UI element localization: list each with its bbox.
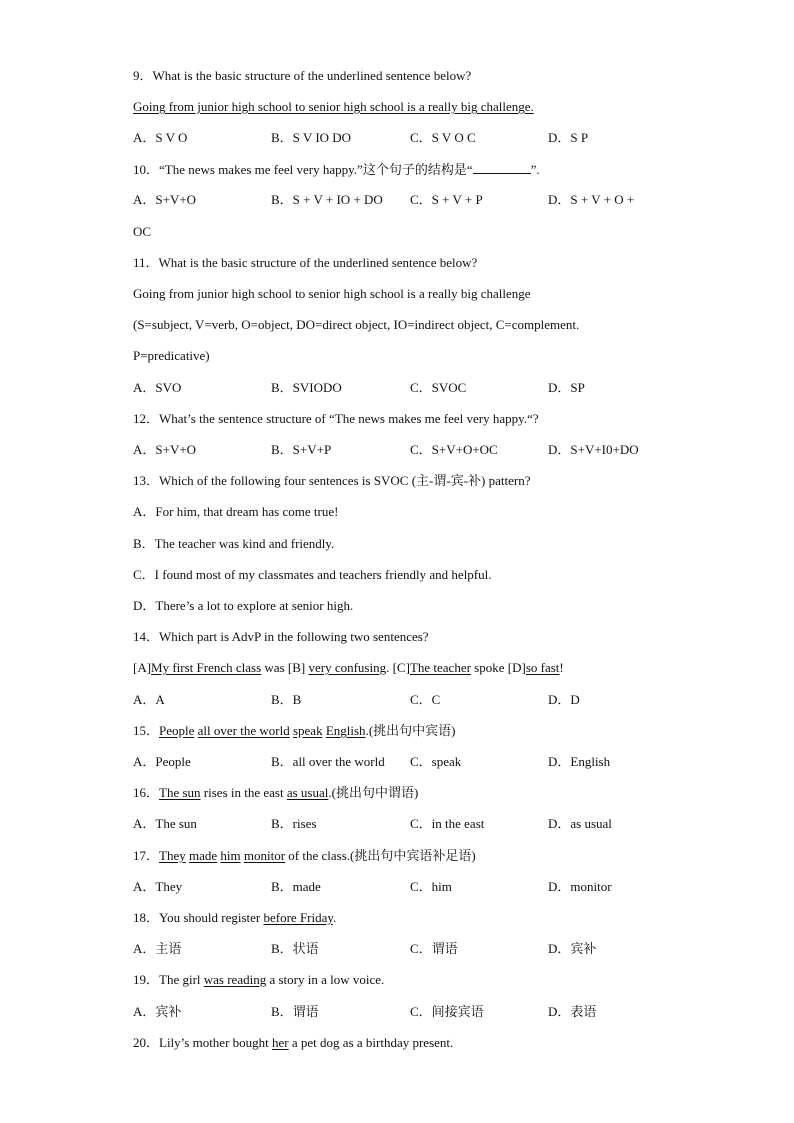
option-b: B．谓语 <box>271 1004 319 1019</box>
option-a: A．A <box>133 692 165 707</box>
option-c: C．him <box>410 879 452 894</box>
question-10-text: 10．“The news makes me feel very happy.”这个句子的结构是“ <box>133 162 473 177</box>
option-b: B．The teacher was kind and friendly. <box>133 536 335 551</box>
underlined-word: made <box>188 848 218 863</box>
option-c: C．in the east <box>410 816 485 831</box>
question-number: 15． <box>133 723 160 738</box>
option-b: B．all over the world <box>271 754 385 769</box>
option-b: B．S+V+P <box>271 442 332 457</box>
question-number: 16． <box>133 785 160 800</box>
option-b: B．B <box>271 692 302 707</box>
answer-blank <box>473 161 531 174</box>
underlined-part-c: The teacher <box>409 660 471 675</box>
underlined-part-d: so fast <box>525 660 560 675</box>
option-a: A．主语 <box>133 941 182 956</box>
question-11-stem: 11．What is the basic structure of the underlined sentence below? <box>133 255 478 270</box>
underlined-word: her <box>272 1035 289 1050</box>
option-c: C．I found most of my classmates and teachers friendly and helpful. <box>133 567 492 582</box>
option-c: C．S+V+O+OC <box>410 442 498 457</box>
underlined-word: speak <box>292 723 323 738</box>
option-a: A．宾补 <box>133 1004 182 1019</box>
sentence-start: 19．The girl <box>133 972 204 987</box>
option-b: B．S V IO DO <box>271 130 352 145</box>
label-c: . [C] <box>386 660 410 675</box>
question-11-sentence: Going from junior high school to senior high school is a really big challenge <box>133 286 531 301</box>
option-d: D．宾补 <box>548 941 597 956</box>
underlined-sentence: Going from junior high school to senior high school is a really big challenge. <box>133 99 534 114</box>
question-11-note: (S=subject, V=verb, O=object, DO=direct object, IO=indirect object, C=complement. <box>133 317 580 332</box>
option-d: D．monitor <box>548 879 612 894</box>
option-c: C．S V O C <box>410 130 476 145</box>
underlined-part-b: very confusing <box>308 660 387 675</box>
underlined-part-a: My first French class <box>151 660 262 675</box>
option-d: D．S + V + O + <box>548 192 635 207</box>
underlined-word: The sun <box>159 785 201 800</box>
option-b: B．SVIODO <box>271 380 342 395</box>
option-a: A．The sun <box>133 816 197 831</box>
option-a: A．For him, that dream has come true! <box>133 504 339 519</box>
underlined-word: as usual <box>286 785 329 800</box>
option-d: D．表语 <box>548 1004 597 1019</box>
underlined-word: all over the world <box>197 723 290 738</box>
underlined-word: before Friday <box>263 910 334 925</box>
option-d: D．English <box>548 754 611 769</box>
instruction: .(挑出句中宾语) <box>365 723 456 738</box>
sentence-end: ! <box>559 660 564 675</box>
sentence-end: . <box>333 910 337 925</box>
question-12-stem: 12．What’s the sentence structure of “The news makes me feel very happy.“? <box>133 411 539 426</box>
underlined-word: was reading <box>203 972 267 987</box>
sentence-start: 20．Lily’s mother bought <box>133 1035 273 1050</box>
question-17-stem <box>133 848 476 864</box>
option-d: D．S+V+I0+DO <box>548 442 639 457</box>
instruction: of the class.(挑出句中宾语补足语) <box>285 848 476 863</box>
question-9-stem: 9．What is the basic structure of the underlined sentence below? <box>133 68 472 83</box>
underlined-word: They <box>159 848 186 863</box>
question-16-stem <box>133 785 418 801</box>
option-c: C．谓语 <box>410 941 458 956</box>
option-c: C．S + V + P <box>410 192 483 207</box>
option-a: A．S+V+O <box>133 442 197 457</box>
question-18-stem <box>133 910 336 926</box>
sentence-end: a pet dog as a birthday present. <box>288 1035 454 1050</box>
option-b: B．S + V + IO + DO <box>271 192 383 207</box>
label-a: [A] <box>133 660 152 675</box>
option-d: D．There’s a lot to explore at senior high. <box>133 598 354 613</box>
option-a: A．S+V+O <box>133 192 197 207</box>
underlined-word: him <box>220 848 241 863</box>
option-c: C．SVOC <box>410 380 467 395</box>
option-a: A．S V O <box>133 130 188 145</box>
label-d: spoke [D] <box>470 660 526 675</box>
option-c: C．C <box>410 692 441 707</box>
question-20-stem <box>133 1035 453 1051</box>
question-13-stem: 13．Which of the following four sentences is SVOC (主-谓-宾-补) pattern? <box>133 473 531 488</box>
option-a: A．They <box>133 879 183 894</box>
option-b: B．状语 <box>271 941 319 956</box>
sentence-middle: rises in the east <box>200 785 287 800</box>
option-d: D．D <box>548 692 580 707</box>
question-14-stem: 14．Which part is AdvP in the following two sentences? <box>133 629 429 644</box>
option-c: C．间接宾语 <box>410 1004 484 1019</box>
question-number: 17． <box>133 848 160 863</box>
instruction: .(挑出句中谓语) <box>328 785 419 800</box>
option-d: D．as usual <box>548 816 612 831</box>
option-d: D．SP <box>548 380 585 395</box>
question-14-sentences <box>133 660 564 676</box>
question-10-stem <box>133 161 540 178</box>
underlined-word: monitor <box>243 848 286 863</box>
option-a: A．SVO <box>133 380 182 395</box>
option-a: A．People <box>133 754 191 769</box>
option-b: B．made <box>271 879 321 894</box>
sentence-end: a story in a low voice. <box>266 972 385 987</box>
option-b: B．rises <box>271 816 317 831</box>
question-11-note-cont: P=predicative) <box>133 348 210 363</box>
option-d: D．S P <box>548 130 589 145</box>
label-b: was [B] <box>261 660 309 675</box>
question-19-stem <box>133 972 384 988</box>
question-10-option-d-wrap: OC <box>133 224 152 239</box>
question-15-stem <box>133 723 455 739</box>
question-10-text-end: ”. <box>530 162 540 177</box>
option-c: C．speak <box>410 754 462 769</box>
question-9-sentence <box>133 99 534 115</box>
sentence-start: 18．You should register <box>133 910 264 925</box>
underlined-word: English <box>325 723 366 738</box>
underlined-word: People <box>159 723 195 738</box>
